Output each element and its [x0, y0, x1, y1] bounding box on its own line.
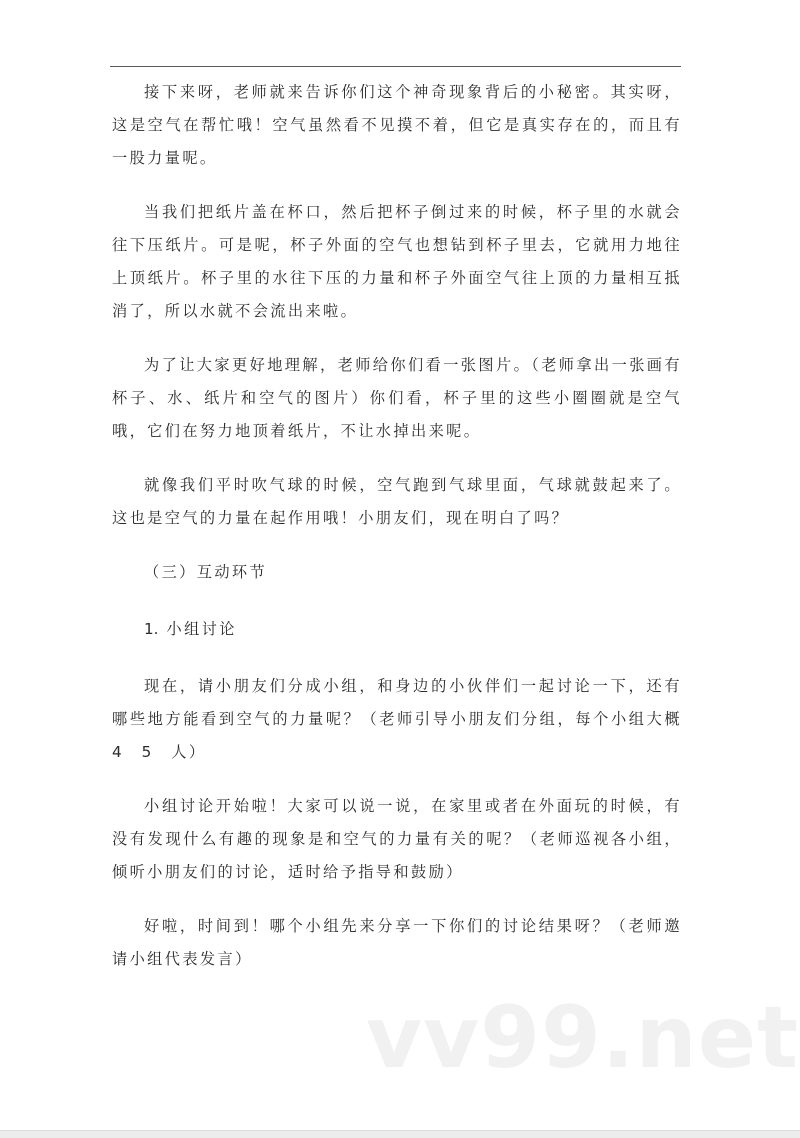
- subsection-title: 小组讨论: [166, 620, 237, 638]
- watermark: vv99.net: [366, 988, 800, 1088]
- paragraph: 现在，请小朋友们分成小组，和身边的小伙伴们一起讨论一下，还有哪些地方能看到空气的力量呢？（老师引导小朋友们分组，每个小组大概 4 5 人）: [112, 677, 700, 761]
- paragraph: 接下来呀，老师就来告诉你们这个神奇现象背后的小秘密。其实呀，这是空气在帮忙哦！空气虽然看不见摸不着，但它是真实存在的，而且有一股力量呢。: [112, 83, 682, 167]
- paragraph: 当我们把纸片盖在杯口，然后把杯子倒过来的时候，杯子里的水就会往下压纸片。可是呢，杯子外面的空气也想钻到杯子里去，它就用力地往上顶纸片。杯子里的水往下压的力量和杯子外面空气往上顶的力量相互抵消了，所以水就不会流出来啦。: [112, 203, 682, 320]
- subsection-heading: [112, 613, 682, 646]
- paragraph: 好啦，时间到！哪个小组先来分享一下你们的讨论结果呀？（老师邀请小组代表发言）: [112, 917, 682, 968]
- subsection-number: 1.: [144, 620, 159, 638]
- paragraph: 就像我们平时吹气球的时候，空气跑到气球里面，气球就鼓起来了。这也是空气的力量在起作用哦！小朋友们，现在明白了吗？: [112, 476, 682, 527]
- section-heading: （三）互动环节: [144, 563, 268, 581]
- paragraph: 为了让大家更好地理解，老师给你们看一张图片。（老师拿出一张画有杯子、水、纸片和空气的图片）你们看，杯子里的这些小圈圈就是空气哦，它们在努力地顶着纸片，不让水掉出来呢。: [112, 356, 682, 440]
- header-rule: [110, 66, 681, 67]
- document-body: [112, 76, 700, 997]
- paragraph: 小组讨论开始啦！大家可以说一说，在家里或者在外面玩的时候，有没有发现什么有趣的现象是和空气的力量有关的呢？（老师巡视各小组，倾听小朋友们的讨论，适时给予指导和鼓励）: [112, 797, 682, 881]
